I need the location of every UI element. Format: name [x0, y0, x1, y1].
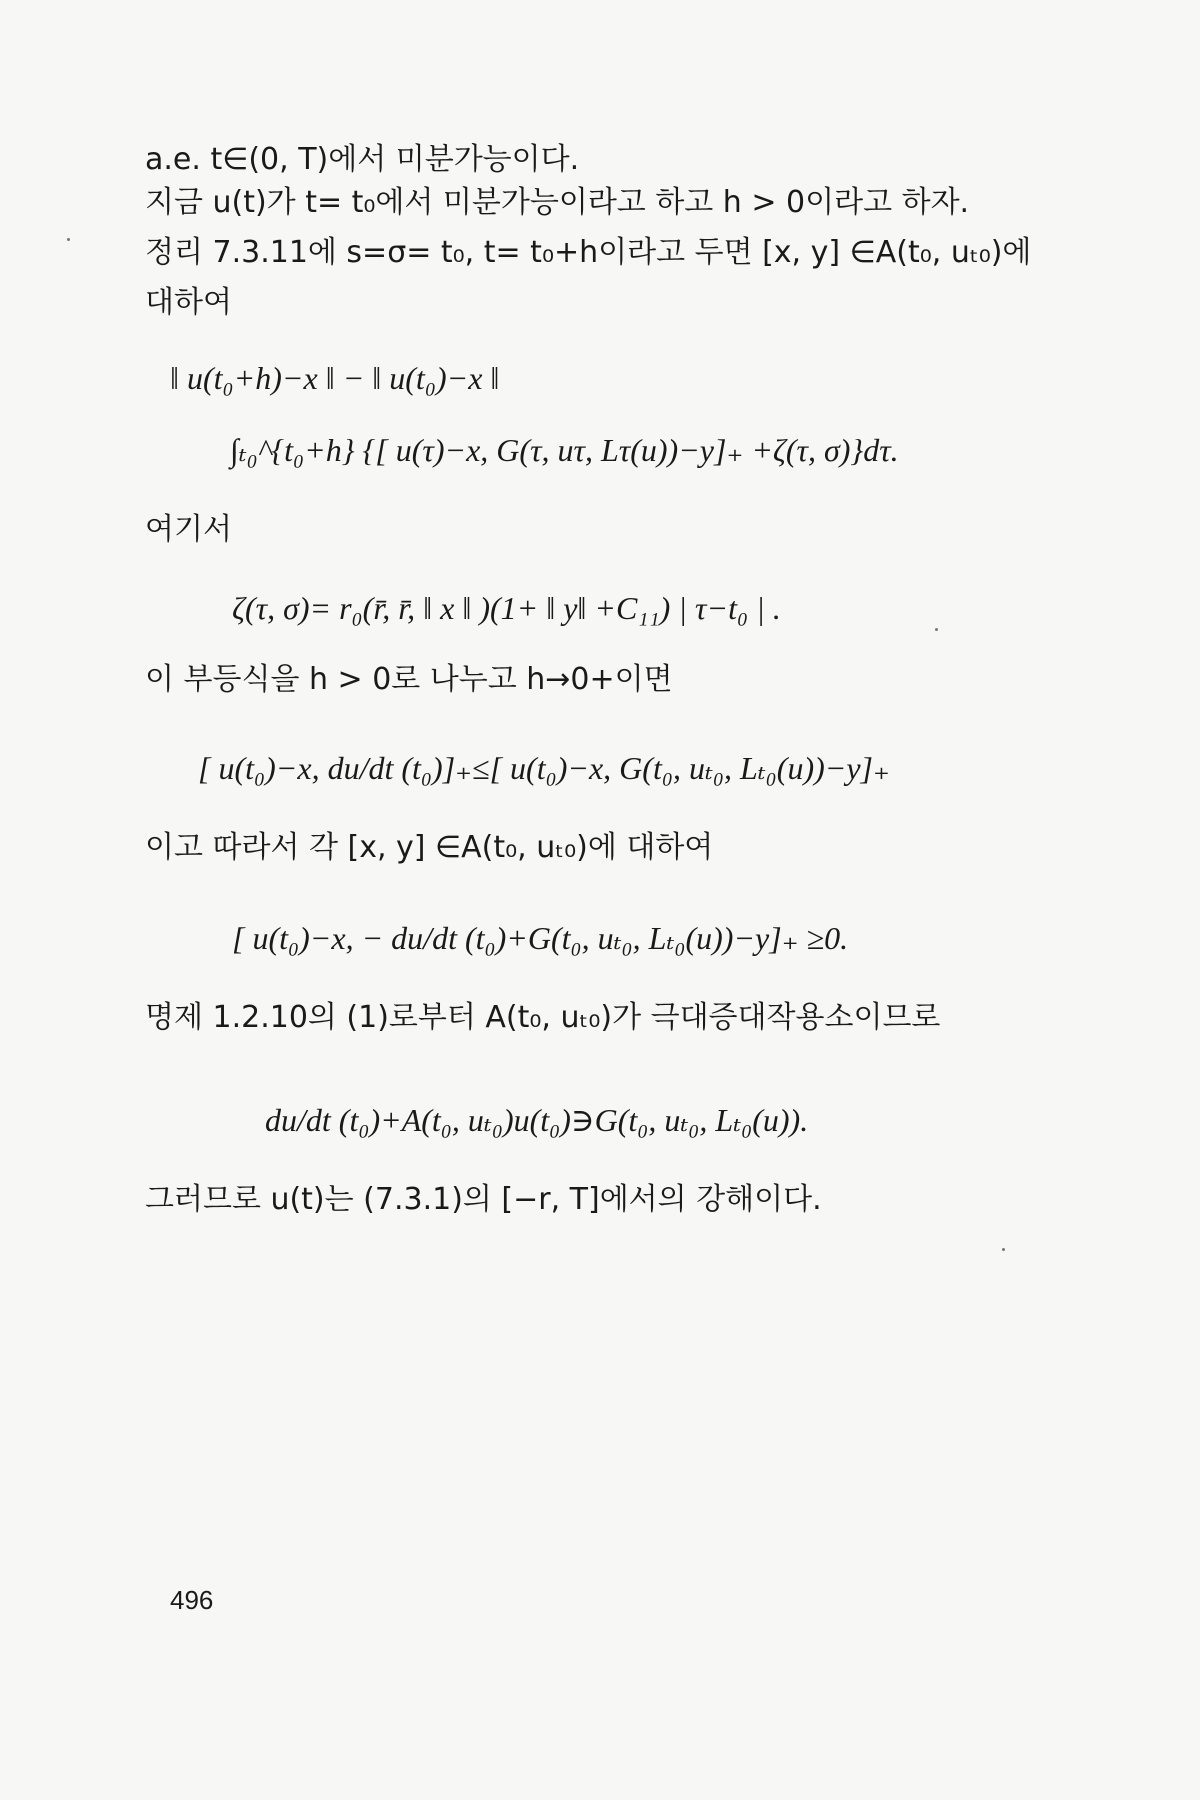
scan-speck — [935, 628, 938, 631]
equation-5: du/dt (t₀)+A(t₀, uₜ₀)u(t₀)∋G(t₀, uₜ₀, Lₜ₀(u)). — [265, 1102, 809, 1138]
equation-3: [ u(t₀)−x, du/dt (t₀)]₊≤[ u(t₀)−x, G(t₀, uₜ₀, Lₜ₀(u))−y]₊ — [198, 750, 890, 786]
text-line-8: 명제 1.2.10의 (1)로부터 A(t₀, uₜ₀)가 극대증대작용소이므로 — [145, 1000, 941, 1035]
text-line-2: 지금 u(t)가 t= t₀에서 미분가능이라고 하고 h > 0이라고 하자. — [145, 185, 970, 220]
text-line-9: 그러므로 u(t)는 (7.3.1)의 [−r, T]에서의 강해이다. — [145, 1182, 822, 1217]
equation-1-integral: ∫ₜ₀^{t₀+h} {[ u(τ)−x, G(τ, uτ, Lτ(u))−y]₊ +ζ(τ, σ)}dτ. — [230, 432, 899, 468]
equation-1-lhs: ‖ u(t₀+h)−x ‖ − ‖ u(t₀)−x ‖ — [170, 360, 500, 396]
text-line-3: 정리 7.3.11에 s=σ= t₀, t= t₀+h이라고 두면 [x, y] ∈A(t₀, uₜ₀)에 — [145, 235, 1032, 270]
text-line-5: 여기서 — [145, 512, 232, 547]
equation-2: ζ(τ, σ)= r₀(r̄, r̄, ‖ x ‖ )(1+ ‖ y‖ +C₁₁) | τ−t₀ | . — [232, 590, 781, 626]
text-line-4: 대하여 — [145, 285, 232, 320]
page-number: 496 — [170, 1585, 214, 1615]
text-line-6: 이 부등식을 h > 0로 나누고 h→0+이면 — [145, 662, 673, 697]
scan-speck — [1002, 1248, 1005, 1251]
text-line-1: a.e. t∈(0, T)에서 미분가능이다. — [145, 142, 580, 177]
scan-speck — [67, 238, 70, 241]
equation-4: [ u(t₀)−x, − du/dt (t₀)+G(t₀, uₜ₀, Lₜ₀(u))−y]₊ ≥0. — [232, 920, 849, 956]
text-line-7: 이고 따라서 각 [x, y] ∈A(t₀, uₜ₀)에 대하여 — [145, 830, 714, 865]
